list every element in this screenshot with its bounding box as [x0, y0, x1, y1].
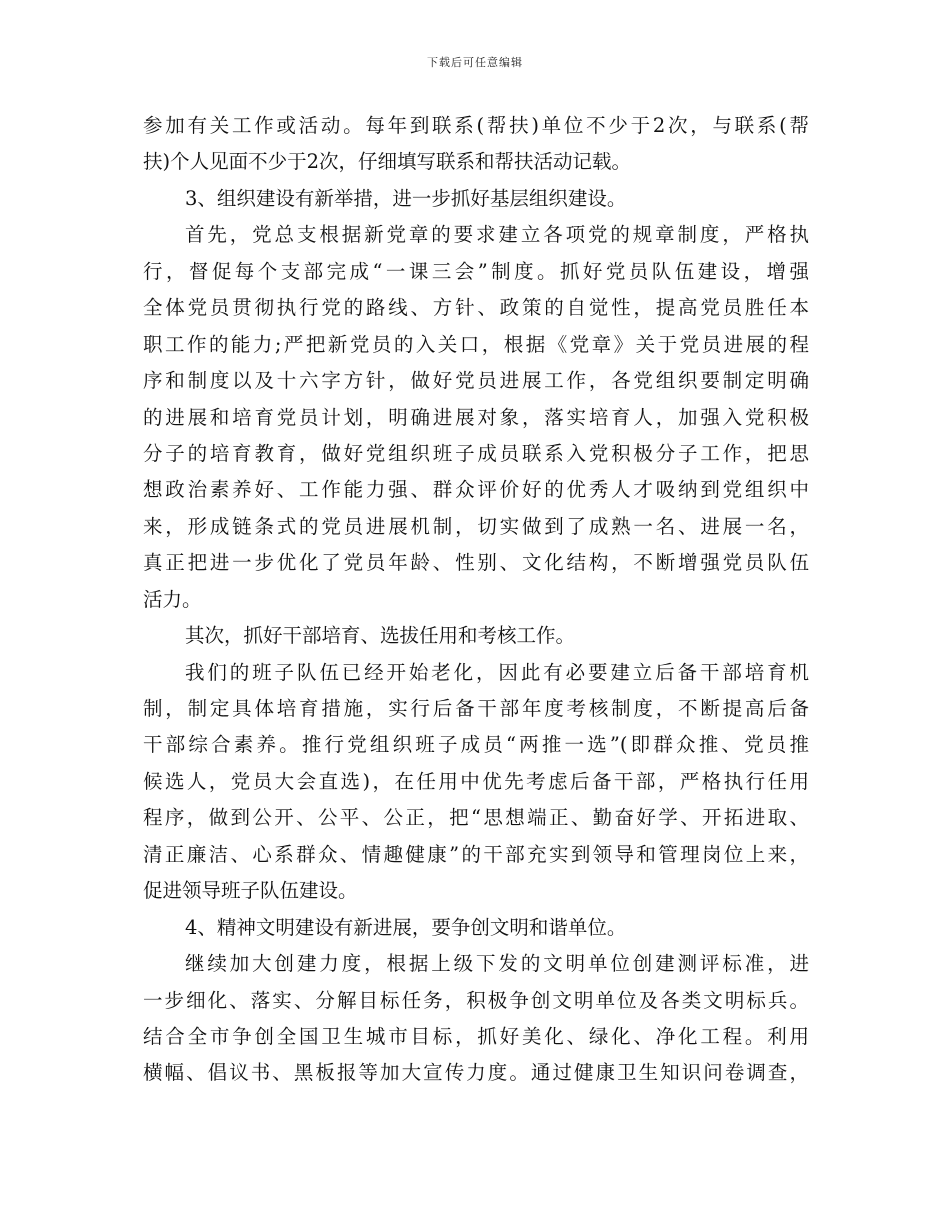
paragraph-line: 的进展和培育党员计划，明确进展对象，落实培育人，加强入党积极: [143, 405, 809, 429]
paragraph-line: 序和制度以及十六字方针，做好党员进展工作，各党组织要制定明确: [143, 369, 809, 393]
paragraph-line: 活力。: [143, 587, 202, 611]
paragraph-line: 分子的培育教育，做好党组织班子成员联系入党积极分子工作，把思: [143, 441, 809, 465]
paragraph-line: 行，督促每个支部完成“一课三会”制度。抓好党员队伍建设，增强: [143, 259, 809, 283]
paragraph-line: 结合全市争创全国卫生城市目标，抓好美化、绿化、净化工程。利用: [143, 1024, 809, 1048]
paragraph-line: 职工作的能力;严把新党员的入关口，根据《党章》关于党员进展的程: [143, 332, 809, 356]
paragraph-line: 一步细化、落实、分解目标任务，积极争创文明单位及各类文明标兵。: [143, 988, 809, 1012]
paragraph-line: 想政治素养好、工作能力强、群众评价好的优秀人才吸纳到党组织中: [143, 478, 809, 502]
paragraph-line: 促进领导班子队伍建设。: [143, 879, 358, 903]
paragraph-line: 继续加大创建力度，根据上级下发的文明单位创建测评标准，进: [185, 952, 809, 976]
paragraph-line: 来，形成链条式的党员进展机制，切实做到了成熟一名、进展一名，: [143, 514, 809, 538]
section-heading: 4、精神文明建设有新进展，要争创文明和谐单位。: [185, 915, 627, 939]
paragraph-line: 我们的班子队伍已经开始老化，因此有必要建立后备干部培育机: [185, 660, 809, 684]
paragraph-line: 候选人，党员大会直选)，在任用中优先考虑后备干部，严格执行任用: [143, 769, 809, 793]
page-header: 下载后可任意编辑: [427, 56, 523, 69]
section-heading: 3、组织建设有新举措，进一步抓好基层组织建设。: [185, 186, 627, 210]
paragraph-line: 真正把进一步优化了党员年龄、性别、文化结构，不断增强党员队伍: [143, 551, 809, 575]
paragraph-line: 干部综合素养。推行党组织班子成员“两推一选”(即群众推、党员推: [143, 733, 809, 757]
paragraph-line: 首先，党总支根据新党章的要求建立各项党的规章制度，严格执: [185, 223, 809, 247]
paragraph-line: 横幅、倡议书、黑板报等加大宣传力度。通过健康卫生知识问卷调查，: [143, 1061, 809, 1085]
paragraph-line: 参加有关工作或活动。每年到联系(帮扶)单位不少于2次，与联系(帮: [143, 114, 809, 137]
paragraph-line: 扶)个人见面不少于2次，仔细填写联系和帮扶活动记载。: [143, 150, 632, 174]
paragraph-line: 全体党员贯彻执行党的路线、方针、政策的自觉性，提高党员胜任本: [143, 296, 809, 320]
paragraph-line: 清正廉洁、心系群众、情趣健康”的干部充实到领导和管理岗位上来，: [143, 842, 809, 866]
document-body: [143, 108, 809, 1092]
paragraph-line: 其次，抓好干部培育、选拔任用和考核工作。: [185, 624, 576, 648]
paragraph-line: 程序，做到公开、公平、公正，把“思想端正、勤奋好学、开拓进取、: [143, 806, 809, 830]
paragraph-line: 制，制定具体培育措施，实行后备干部年度考核制度，不断提高后备: [143, 697, 809, 720]
